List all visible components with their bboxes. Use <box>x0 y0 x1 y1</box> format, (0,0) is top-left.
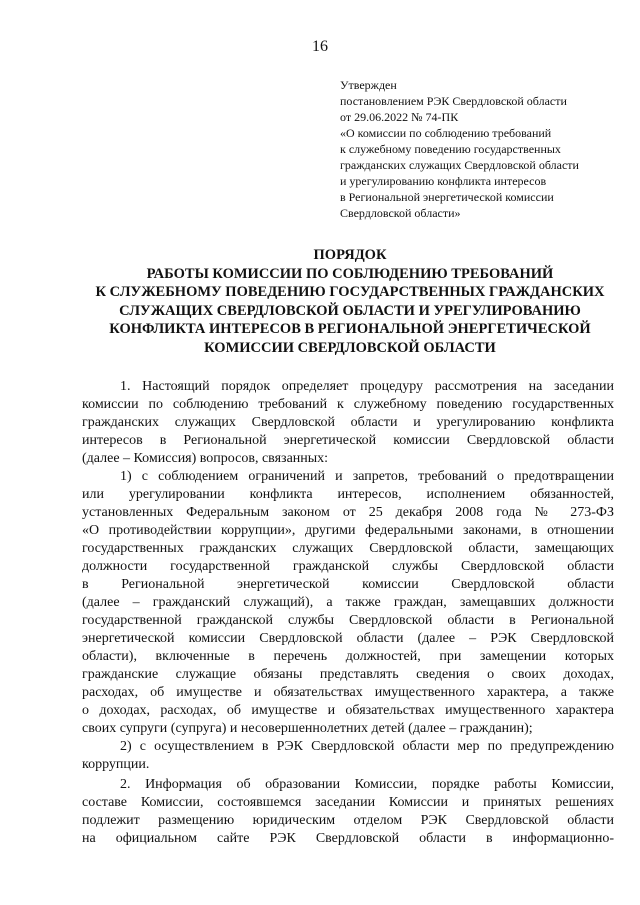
approval-line: Утвержден <box>340 78 397 92</box>
approval-line: к служебному поведению государственных <box>340 142 561 156</box>
text-line: интересов в Региональной энергетической комиссии Свердловской области <box>82 433 614 448</box>
text-line: области), включенные в перечень должностей, при замещении которых <box>82 649 614 664</box>
paragraph-1-item-2 <box>82 738 614 774</box>
title-line: КОМИССИИ СВЕРДЛОВСКОЙ ОБЛАСТИ <box>204 339 496 356</box>
approval-line: «О комиссии по соблюдению требований <box>340 126 552 140</box>
text-line: гражданские служащие обязаны представлять сведения о своих доходах, <box>82 667 614 682</box>
document-body <box>82 378 614 848</box>
text-line: энергетической комиссии Свердловской области (далее – РЭК Свердловской <box>82 631 614 646</box>
paragraph-1-item-1 <box>82 468 614 738</box>
text-line: государственных гражданских служащих Свердловской области, замещающих <box>82 541 614 556</box>
approval-line: и урегулированию конфликта интересов <box>340 174 547 188</box>
text-line: установленных Федеральным законом от 25 декабря 2008 года № 273-ФЗ <box>82 505 614 520</box>
text-line: 2) с осуществлением в РЭК Свердловской области мер по предупреждению <box>120 739 614 754</box>
text-line: 2. Информация об образовании Комиссии, порядке работы Комиссии, <box>120 777 614 792</box>
title-line: К СЛУЖЕБНОМУ ПОВЕДЕНИЮ ГОСУДАРСТВЕННЫХ ГРАЖДАНСКИХ <box>95 284 605 300</box>
title-line: СЛУЖАЩИХ СВЕРДЛОВСКОЙ ОБЛАСТИ И УРЕГУЛИРОВАНИЮ <box>119 302 581 319</box>
document-title <box>70 246 630 357</box>
paragraph-1 <box>82 378 614 468</box>
paragraph-2 <box>82 776 614 848</box>
text-line: своих супруги (супруга) и несовершеннолетних детей (далее – гражданин); <box>82 721 533 736</box>
text-line: (далее – гражданский служащий), а также граждан, замещавших должности <box>82 595 614 610</box>
text-line: 1. Настоящий порядок определяет процедуру рассмотрения на заседании <box>120 379 614 394</box>
approval-line: постановлением РЭК Свердловской области <box>340 94 567 108</box>
text-line: (далее – Комиссия) вопросов, связанных: <box>82 451 329 466</box>
text-line: или урегулировании конфликта интересов, исполнением обязанностей, <box>82 487 614 502</box>
approval-line: в Региональной энергетической комиссии <box>340 190 554 204</box>
text-line: подлежит размещению юридическим отделом РЭК Свердловской области <box>82 813 614 828</box>
text-line: в Региональной энергетической комиссии Свердловской области <box>82 577 614 592</box>
text-line: «О противодействии коррупции», другими федеральными законами, в отношении <box>82 523 614 538</box>
title-line: ПОРЯДОК <box>313 247 387 263</box>
approval-line: от 29.06.2022 № 74-ПК <box>340 110 459 124</box>
text-line: о доходах, расходах, об имуществе и обязательствах имущественного характера <box>82 703 614 718</box>
text-line: коррупции. <box>82 757 150 772</box>
text-line: комиссии по соблюдению требований к служебному поведению государственных <box>82 397 614 412</box>
page-number: 16 <box>312 38 328 55</box>
approval-block <box>340 77 630 221</box>
text-line: государственной гражданской службы Свердловской области в Региональной <box>82 613 614 628</box>
text-line: составе Комиссии, состоявшемся заседании Комиссии и принятых решениях <box>82 795 614 810</box>
title-line: КОНФЛИКТА ИНТЕРЕСОВ В РЕГИОНАЛЬНОЙ ЭНЕРГЕТИЧЕСКОЙ <box>109 321 591 337</box>
approval-line: гражданских служащих Свердловской области <box>340 158 579 172</box>
title-line: РАБОТЫ КОМИССИИ ПО СОБЛЮДЕНИЮ ТРЕБОВАНИЙ <box>146 265 554 282</box>
text-line: должности государственной гражданской службы Свердловской области <box>82 559 614 574</box>
text-line: 1) с соблюдением ограничений и запретов, требований о предотвращении <box>120 469 614 484</box>
text-line: гражданских служащих Свердловской области и урегулированию конфликта <box>82 415 614 430</box>
text-line: расходах, об имуществе и обязательствах имущественного характера, а также <box>82 685 614 700</box>
text-line: на официальном сайте РЭК Свердловской области в информационно- <box>82 831 614 846</box>
approval-line: Свердловской области» <box>340 206 461 220</box>
